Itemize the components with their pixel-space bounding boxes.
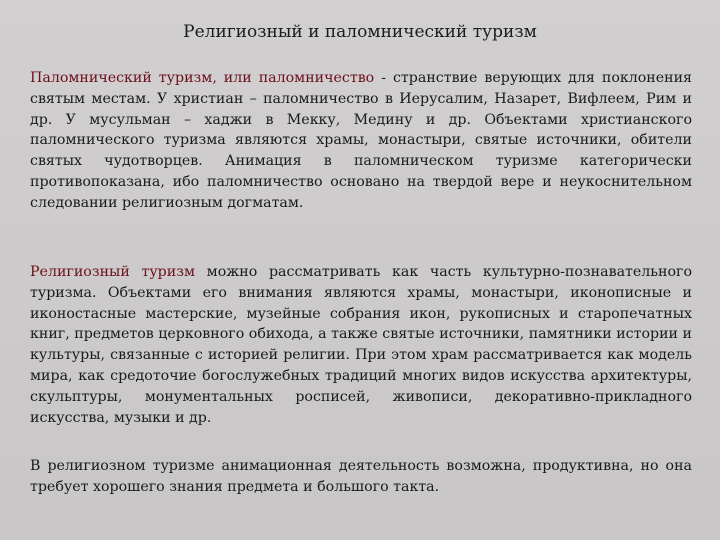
paragraph-pilgrimage-text: - странствие верующих для поклонения святым местам. У христиан – паломничество в Иерусалим, Назарет, Вифлеем, Рим и др. У мусульман – хаджи в Мекку, Медину и др. Объектами христианского паломнического туризма являются храмы, монастыри, святые источники, обители святых чудотворцев. Анимация в паломническом туризме категорически противопоказана, ибо паломничество основано на твердой вере и неукоснительном следовании религиозным догматам. bbox=[30, 70, 692, 211]
slide-title: Религиозный и паломнический туризм bbox=[183, 22, 537, 42]
paragraph-pilgrimage bbox=[30, 68, 692, 214]
paragraph-animation: В религиозном туризме анимационная деятельность возможна, продуктивна, но она требует хорошего знания предмета и большого такта. bbox=[30, 458, 692, 495]
term-pilgrimage: Паломнический туризм, или паломничество bbox=[30, 70, 375, 86]
paragraph-religious bbox=[30, 262, 692, 428]
term-religious: Религиозный туризм bbox=[30, 264, 195, 280]
paragraph-religious-text: можно рассматривать как часть культурно-познавательного туризма. Объектами его внимания являются храмы, монастыри, иконописные и иконостасные мастерские, музейные собрания икон, рукописных и старопечатных книг, предметов церковного обихода, а также святые источники, памятники истории и культуры, связанные с историей религии. При этом храм рассматривается как модель мира, как средоточие богослужебных традиций многих видов искусства архитектуры, скульптуры, монументальных росписей, живописи, декоративно-прикладного искусства, музыки и др. bbox=[30, 264, 692, 426]
